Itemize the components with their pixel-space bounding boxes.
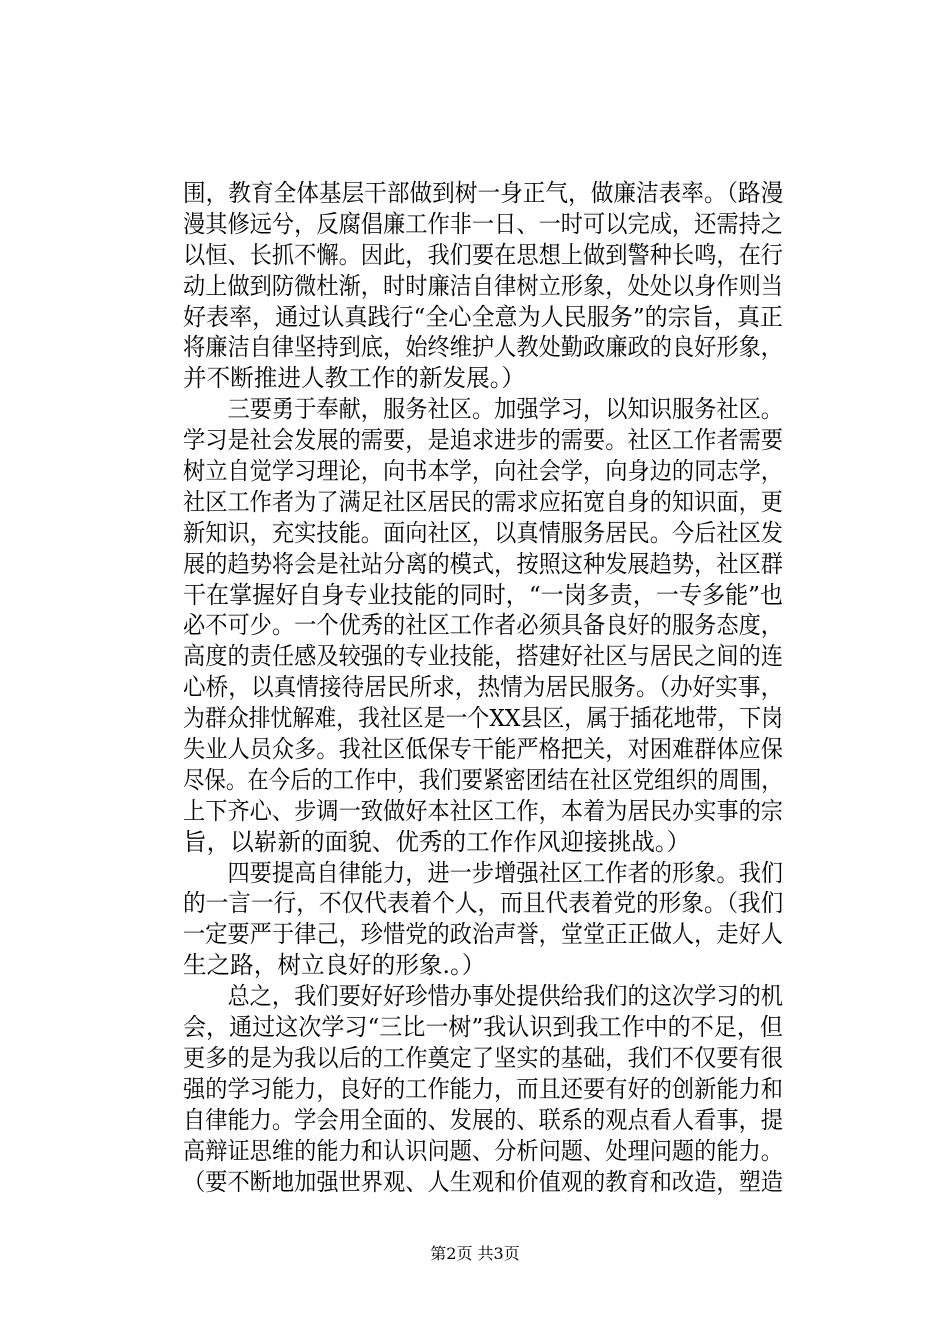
text-line: 干在掌握好自身专业技能的同时，“一岗多责，一专多能”也 bbox=[183, 580, 783, 609]
text-line: 树立自觉学习理论，向书本学，向社会学，向身边的同志学， bbox=[183, 457, 784, 486]
text-line: 更多的是为我以后的工作奠定了坚实的基础，我们不仅要有很 bbox=[183, 1043, 784, 1072]
text-line: 一定要严于律己，珍惜党的政治声誉，堂堂正正做人，走好人 bbox=[183, 920, 784, 949]
body-text bbox=[183, 178, 783, 1197]
text-line: 会，通过这次学习“三比一树”我认识到我工作中的不足，但 bbox=[183, 1013, 783, 1042]
text-line: 动上做到防微杜渐，时时廉洁自律树立形象，处处以身作则当 bbox=[183, 271, 784, 300]
text-line: 的一言一行，不仅代表着个人，而且代表着党的形象。（我们 bbox=[183, 889, 784, 918]
text-line: 高辩证思维的能力和认识问题、分析问题、处理问题的能力。 bbox=[183, 1136, 784, 1165]
text-line: 将廉洁自律坚持到底，始终维护人教处勤政廉政的良好形象， bbox=[183, 333, 784, 362]
text-line: 上下齐心、步调一致做好本社区工作，本着为居民办实事的宗 bbox=[183, 796, 784, 825]
text-line: 心桥，以真情接待居民所求，热情为居民服务。（办好实事， bbox=[183, 673, 784, 702]
text-line: 好表率，通过认真践行“全心全意为人民服务”的宗旨，真正 bbox=[183, 302, 783, 331]
text-line: 为群众排忧解难，我社区是一个XX县区，属于插花地带，下岗 bbox=[183, 704, 784, 733]
text-line: 旨，以崭新的面貌、优秀的工作作风迎接挑战。） bbox=[183, 827, 691, 856]
text-line: 生之路，树立良好的形象.。） bbox=[183, 951, 486, 980]
text-line: 漫其修远兮，反腐倡廉工作非一日、一时可以完成，还需持之 bbox=[183, 209, 784, 238]
text-line: 尽保。在今后的工作中，我们要紧密团结在社区党组织的周围， bbox=[183, 765, 783, 794]
text-line: 三要勇于奉献，服务社区。加强学习，以知识服务社区。 bbox=[183, 395, 784, 424]
text-line: 展的趋势将会是社站分离的模式，按照这种发展趋势，社区群 bbox=[183, 549, 784, 578]
text-line: 必不可少。一个优秀的社区工作者必须具备良好的服务态度， bbox=[183, 611, 784, 640]
text-line: 并不断推进人教工作的新发展。） bbox=[183, 364, 526, 393]
text-line: 高度的责任感及较强的专业技能，搭建好社区与居民之间的连 bbox=[183, 642, 784, 671]
text-line: （要不断地加强世界观、人生观和价值观的教育和改造，塑造 bbox=[183, 1167, 784, 1196]
text-line: 总之，我们要好好珍惜办事处提供给我们的这次学习的机 bbox=[183, 982, 784, 1011]
text-line: 以恒、长抓不懈。因此，我们要在思想上做到警种长鸣，在行 bbox=[183, 240, 784, 269]
text-line: 学习是社会发展的需要，是追求进步的需要。社区工作者需要 bbox=[183, 426, 784, 455]
text-line: 社区工作者为了满足社区居民的需求应拓宽自身的知识面，更 bbox=[183, 487, 784, 516]
text-line: 强的学习能力，良好的工作能力，而且还要有好的创新能力和 bbox=[183, 1074, 784, 1103]
page-footer: 第2页 共3页 bbox=[430, 1244, 520, 1263]
text-line: 围，教育全体基层干部做到树一身正气，做廉洁表率。（路漫 bbox=[183, 179, 784, 207]
text-line: 失业人员众多。我社区低保专干能严格把关，对困难群体应保 bbox=[183, 735, 784, 764]
text-line: 自律能力。学会用全面的、发展的、联系的观点看人看事，提 bbox=[183, 1105, 784, 1134]
text-line: 新知识，充实技能。面向社区，以真情服务居民。今后社区发 bbox=[183, 518, 784, 547]
text-line: 四要提高自律能力，进一步增强社区工作者的形象。我们 bbox=[183, 858, 784, 887]
